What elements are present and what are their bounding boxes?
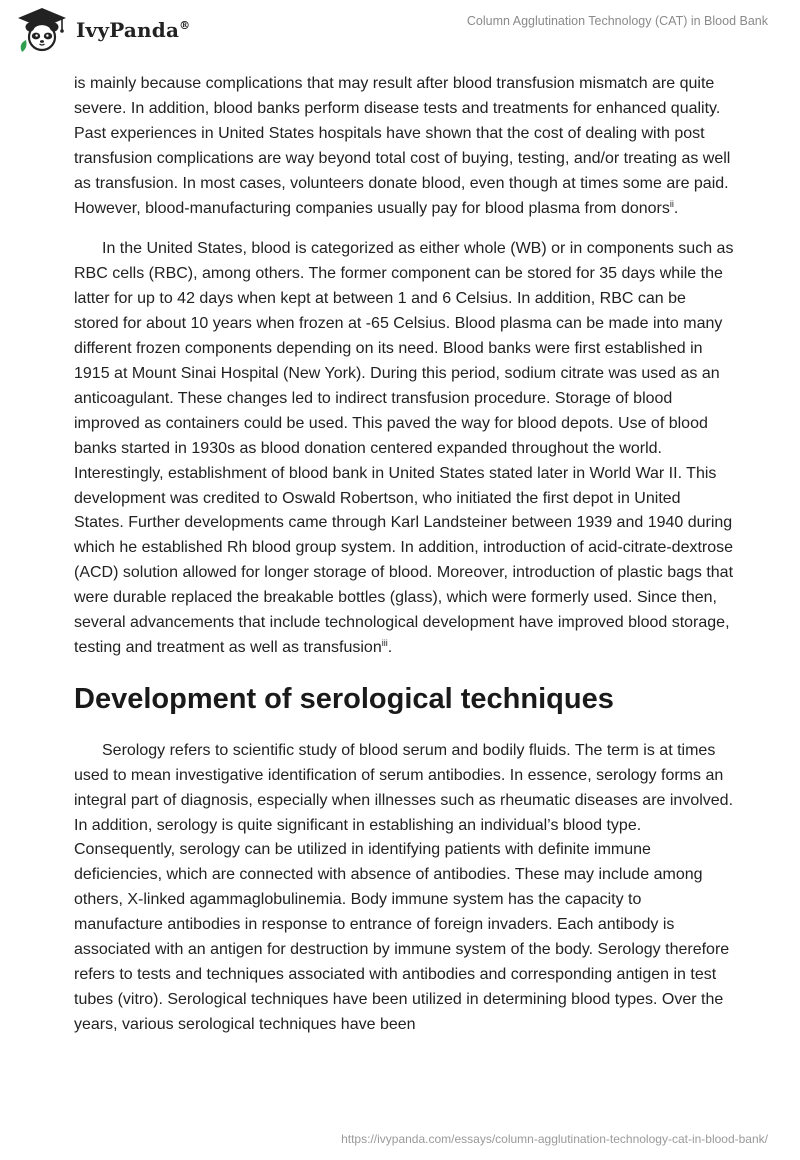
page-header: [0, 0, 800, 70]
paragraph: Serology refers to scientific study of blood serum and bodily fluids. The term is at times used to mean investigative identification of serum antibodies. In essence, serology forms an integral part of diagnosis, especially when illnesses such as rheumatic diseases are involved. In addition, serology is quite significant in establishing an individual’s blood type. Consequently, serology can be utilized in identifying patients with definite immune deficiencies, which are connected with absence of antibodies. These may include among others, X-linked agammaglobulinemia. Body immune system has the capacity to manufacture antibodies in response to entrance of foreign invaders. Each antibody is associated with an antigen for destruction by immune system of the body. Serology therefore refers to tests and techniques associated with antibodies and corresponding antigen in test tubes (vitro). Serological techniques have been utilized in determining blood types. Over the years, various serological techniques have been: [74, 741, 734, 1033]
paragraph: is mainly because complications that may result after blood transfusion mismatch are quite severe. In addition, blood banks perform disease tests and treatments for enhanced quality. Past experiences in United States hospitals have shown that the cost of dealing with post transfusion complications are way beyond total cost of buying, testing, and/or treating as well as transfusion. In most cases, volunteers donate blood, even though at times some are paid. However, blood-manufacturing companies usually pay for blood plasma from donors$^{ii}$.: [74, 75, 731, 217]
document-title: Column Agglutination Technology (CAT) in Blood Bank: [466, 14, 768, 28]
footnote-ref[interactable]: iii: [381, 637, 388, 648]
paragraph: In the United States, blood is categorized as either whole (WB) or in components such as RBC cells (RBC), among others. The former component can be stored for 35 days while the latter for up to 42 days when kept at between 1 and 6 Celsius. In addition, RBC can be stored for about 10 years when frozen at -65 Celsius. Blood plasma can be made into many different frozen components depending on its need. Blood banks were first established in 1915 at Mount Sinai Hospital (New York). During this period, sodium citrate was used as an anticoagulant. These changes led to indirect transfusion procedure. Storage of blood improved as containers could be used. This paved the way for blood depots. Use of blood banks started in 1930s as blood donation centered expanded throughout the world. Interestingly, establishment of blood bank in United States stated later in World War II. This development was credited to Oswald Robertson, who initiated the first depot in United States. Further developments came through Karl Landsteiner between 1939 and 1940 during which he established Rh blood group system. In addition, introduction of acid-citrate-dextrose (ACD) solution allowed for longer storage of blood. Moreover, introduction of plastic bags that were durable replaced the breakable bottles (glass), which were formerly used. Since then, several advancements that include technological development have improved blood storage, testing and treatment as well as transfusion$^{iii}$.: [74, 240, 734, 656]
section-heading: Development of serological techniques: [74, 682, 614, 715]
registered-mark: ®: [179, 19, 191, 32]
ivypanda-logo[interactable]: [14, 6, 190, 54]
brand-name: IvyPanda®: [76, 18, 191, 42]
essay-body: [74, 72, 734, 1054]
footnote-ref[interactable]: ii: [669, 198, 674, 209]
source-url[interactable]: https://ivypanda.com/essays/column-agglutination-technology-cat-in-blood-bank/: [341, 1132, 768, 1146]
panda-graduate-icon: [14, 6, 70, 54]
